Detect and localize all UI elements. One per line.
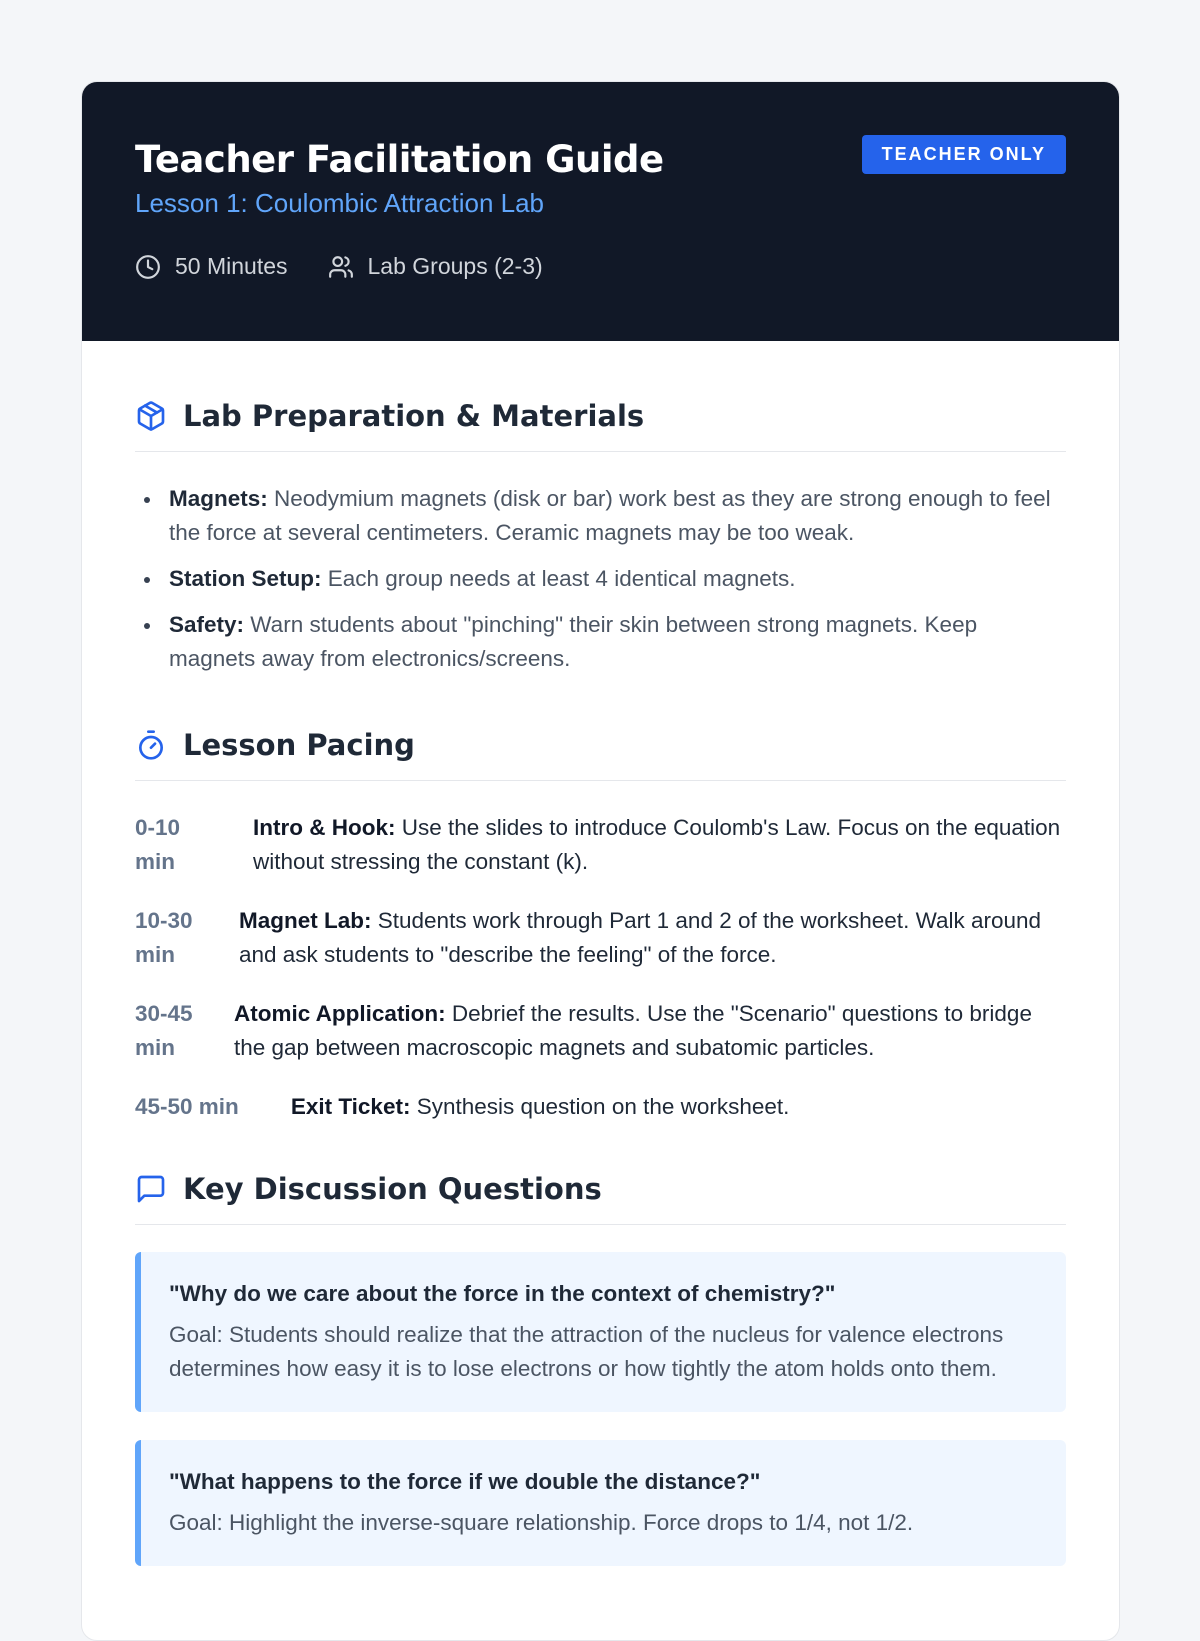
pacing-label: Intro & Hook: <box>253 815 396 840</box>
chat-bubble-icon <box>135 1173 167 1205</box>
question-text: "What happens to the force if we double the distance?" <box>169 1469 761 1494</box>
clock-icon <box>135 254 161 280</box>
lesson-meta <box>135 253 1066 280</box>
pacing-list <box>135 811 1066 1124</box>
list-item <box>135 562 1066 596</box>
duration-label: 50 Minutes <box>175 253 288 279</box>
pacing-description <box>253 811 1066 879</box>
discussion-question <box>135 1252 1066 1412</box>
pacing-label: Atomic Application: <box>234 1001 446 1026</box>
item-label: Safety: <box>169 612 245 637</box>
teacher-only-badge: TEACHER ONLY <box>862 135 1066 174</box>
pacing-text: Use the slides to introduce Coulomb's Law. Focus on the equation without stressing the constant (k). <box>253 815 1061 874</box>
facilitation-guide-card <box>81 81 1120 1641</box>
pacing-row <box>135 904 1066 972</box>
grouping-meta <box>328 253 543 280</box>
lesson-subtitle: Lesson 1: Coulombic Attraction Lab <box>135 188 545 218</box>
pacing-description <box>291 1090 790 1124</box>
pacing-text: Debrief the results. Use the "Scenario" questions to bridge the gap between macroscopic magnets and subatomic particles. <box>234 1001 1032 1060</box>
question-goal: Goal: Highlight the inverse-square relationship. Force drops to 1/4, not 1/2. <box>169 1510 914 1535</box>
item-text: Neodymium magnets (disk or bar) work best as they are strong enough to feel the force at several centimeters. Ceramic magnets may be too weak. <box>169 486 1051 545</box>
preparation-list <box>135 482 1066 676</box>
pacing-time: 45-50 min <box>135 1094 239 1119</box>
question-text: "Why do we care about the force in the context of chemistry?" <box>169 1281 836 1306</box>
pacing-description <box>234 997 1066 1065</box>
preparation-section-header <box>135 399 1066 452</box>
pacing-text: Synthesis question on the worksheet. <box>410 1094 790 1119</box>
question-goal: Goal: Students should realize that the attraction of the nucleus for valence electrons determines how easy it is to lose electrons or how tightly the atom holds onto them. <box>169 1322 1004 1381</box>
package-icon <box>135 400 167 432</box>
timer-icon <box>135 729 167 761</box>
pacing-time: 0-10 min <box>135 815 181 874</box>
list-item <box>135 608 1066 676</box>
grouping-label: Lab Groups (2-3) <box>367 253 543 279</box>
guide-header <box>82 82 1119 341</box>
page-title: Teacher Facilitation Guide <box>135 138 664 181</box>
preparation-title: Lab Preparation & Materials <box>183 399 645 433</box>
pacing-section-header <box>135 728 1066 781</box>
item-text: Warn students about "pinching" their skin between strong magnets. Keep magnets away from electronics/screens. <box>169 612 978 671</box>
pacing-label: Exit Ticket: <box>290 1094 411 1119</box>
guide-body <box>82 399 1119 1566</box>
pacing-title: Lesson Pacing <box>183 728 415 762</box>
pacing-row <box>135 811 1066 879</box>
discussion-section-header <box>135 1172 1066 1225</box>
item-label: Station Setup: <box>169 566 322 591</box>
pacing-text: Students work through Part 1 and 2 of the worksheet. Walk around and ask students to "describe the feeling" of the force. <box>239 908 1042 967</box>
discussion-title: Key Discussion Questions <box>183 1172 602 1206</box>
discussion-question <box>135 1440 1066 1566</box>
pacing-label: Magnet Lab: <box>239 908 372 933</box>
pacing-row <box>135 1090 1066 1124</box>
duration-meta <box>135 253 288 280</box>
item-text: Each group needs at least 4 identical magnets. <box>321 566 796 591</box>
pacing-time: 30-45 min <box>135 1001 193 1060</box>
pacing-description <box>239 904 1066 972</box>
item-label: Magnets: <box>169 486 268 511</box>
users-icon <box>328 254 354 280</box>
pacing-time: 10-30 min <box>135 908 193 967</box>
list-item <box>135 482 1066 550</box>
pacing-row <box>135 997 1066 1065</box>
